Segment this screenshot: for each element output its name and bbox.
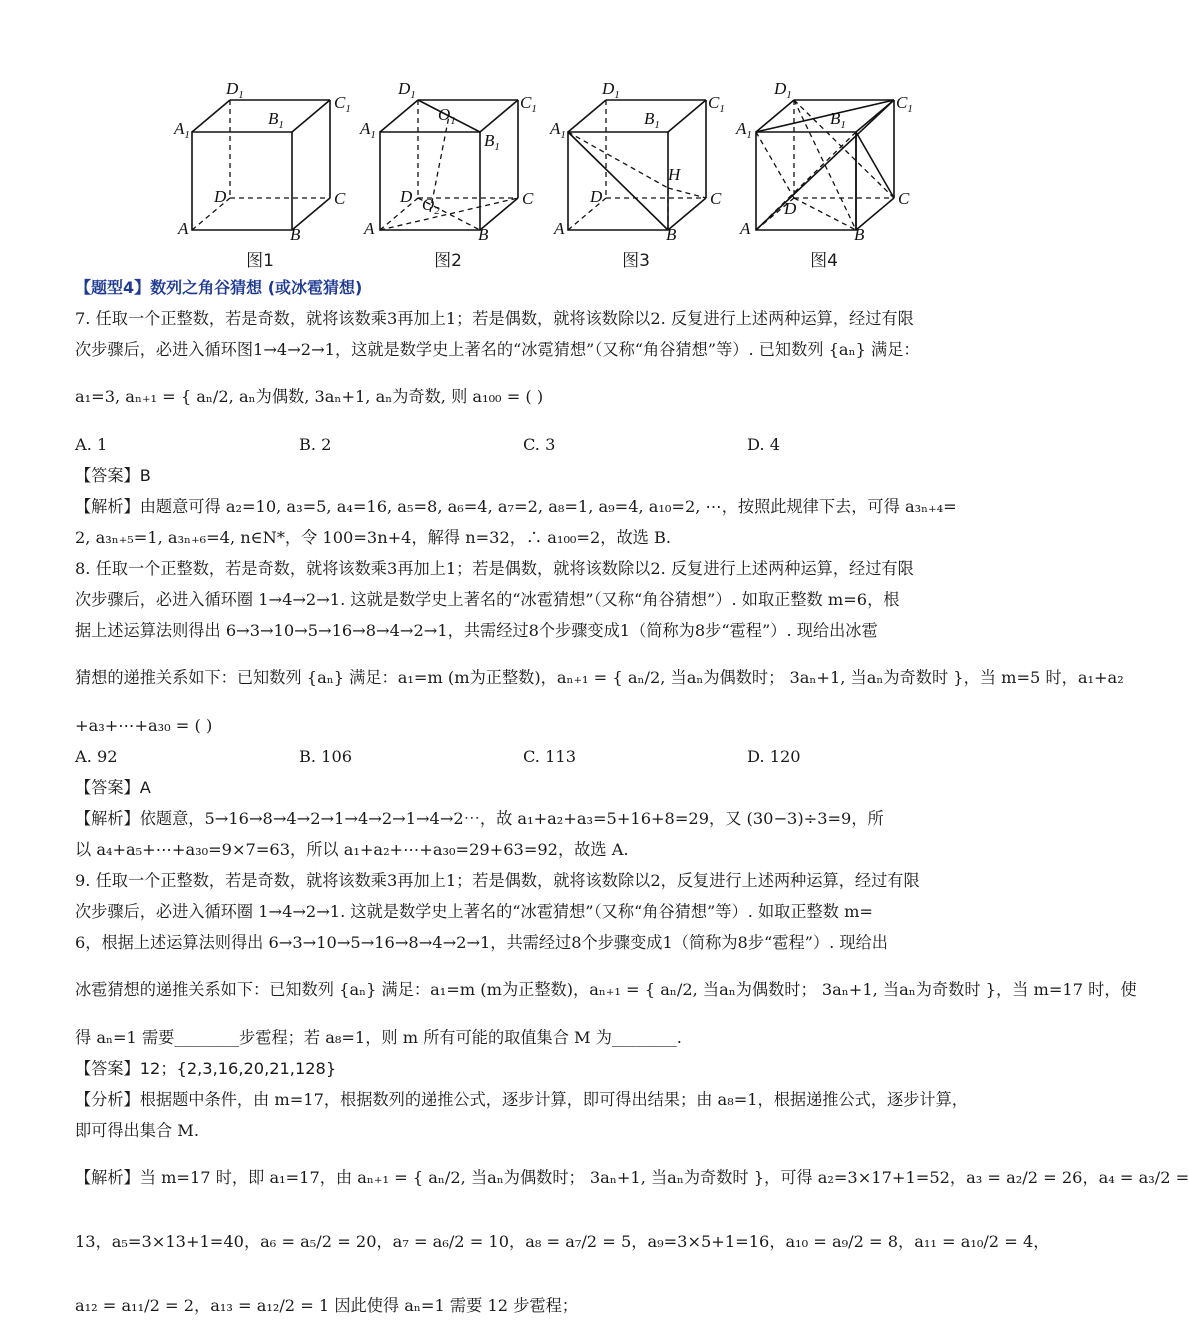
q7-option-a: A. 1	[75, 435, 108, 454]
q9-line-1: 9. 任取一个正整数，若是奇数，就将该数乘3再加上1；若是偶数，就将该数除以2，反复进行上述两种运算，经过有限	[75, 871, 920, 890]
label-a1: $A_1$	[736, 119, 752, 141]
q8-option-b: B. 106	[299, 747, 353, 766]
label-a: A	[554, 219, 565, 238]
figure-1	[170, 80, 350, 275]
label-b1: $B_1$	[268, 109, 284, 131]
document-body	[75, 272, 1189, 1338]
label-h: H	[668, 165, 681, 184]
figure-caption: 图1	[246, 251, 274, 271]
label-c1: $C_1$	[520, 93, 537, 115]
q8-option-a: A. 92	[75, 747, 118, 766]
q8-line-5: +a₃+⋯+a₃₀ = ( )	[75, 716, 213, 735]
label-d1: $D_1$	[602, 79, 620, 101]
q7-option-b: B. 2	[299, 435, 332, 454]
label-b: B	[478, 225, 489, 244]
q7-formula: a₁=3, aₙ₊₁ = { aₙ/2, aₙ为偶数, 3aₙ+1, aₙ为奇数, 则 a₁₀₀ = ( )	[75, 387, 544, 406]
q7-analysis-2: 2, a₃ₙ₊₅=1, a₃ₙ₊₆=4, n∈N*，令 100=3n+4，解得 n=32，∴ a₁₀₀=2，故选 B.	[75, 528, 672, 547]
q8-analysis-2: 以 a₄+a₅+⋯+a₃₀=9×7=63，所以 a₁+a₂+⋯+a₃₀=29+63=92，故选 A.	[75, 840, 629, 859]
label-b: B	[854, 225, 865, 244]
figure-2	[358, 80, 538, 275]
label-a1: $A_1$	[360, 119, 376, 141]
q8-line-1: 8. 任取一个正整数，若是奇数，就将该数乘3再加上1；若是偶数，就将该数除以2. 反复进行上述两种运算，经过有限	[75, 559, 914, 578]
figure-caption: 图4	[810, 251, 838, 271]
figure-row	[170, 80, 930, 275]
q7-options	[75, 429, 1010, 460]
q9-answer: 【答案】12；{2,3,16,20,21,128}	[75, 1059, 337, 1078]
q7-analysis-1: 【解析】由题意可得 a₂=10, a₃=5, a₄=16, a₅=8, a₆=4, a₇=2, a₈=1, a₉=4, a₁₀=2, ⋯，按照此规律下去，可得 a₃ₙ₊₄=	[75, 497, 957, 516]
label-d: D	[400, 187, 413, 206]
figure-caption: 图2	[434, 251, 462, 271]
q8-line-4: 猜想的递推关系如下：已知数列 {aₙ} 满足：a₁=m (m为正整数)，aₙ₊₁ = { aₙ/2, 当aₙ为偶数时； 3aₙ+1, 当aₙ为奇数时 }，当 m=5 时，a₁+a₂	[75, 668, 1124, 687]
label-b: B	[290, 225, 301, 244]
label-c1: $C_1$	[896, 93, 913, 115]
label-a: A	[364, 219, 375, 238]
figure-caption: 图3	[622, 251, 650, 271]
q8-answer: 【答案】A	[75, 778, 151, 797]
q7-option-d: D. 4	[747, 435, 780, 454]
q7-option-c: C. 3	[523, 435, 556, 454]
q9-fenxi-1: 【分析】根据题中条件，由 m=17，根据数列的递推公式，逐步计算，即可得出结果；由 a₈=1，根据递推公式，逐步计算，	[75, 1090, 968, 1109]
cube-diagram-1	[170, 80, 350, 245]
q9-line-3: 6，根据上述运算法则得出 6→3→10→5→16→8→4→2→1，共需经过8个步骤变成1（简称为8步“雹程”）. 现给出	[75, 933, 888, 952]
label-c: C	[898, 189, 910, 208]
cube-diagram-2	[358, 80, 538, 245]
q9-line-4: 冰雹猜想的递推关系如下：已知数列 {aₙ} 满足：a₁=m (m为正整数)，aₙ₊₁ = { aₙ/2, 当aₙ为偶数时； 3aₙ+1, 当aₙ为奇数时 }，当 m=17 时，使	[75, 980, 1137, 999]
q9-fenxi-2: 即可得出集合 M.	[75, 1121, 199, 1140]
q7-answer: 【答案】B	[75, 466, 151, 485]
q9-jiexi-1: 【解析】当 m=17 时，即 a₁=17，由 aₙ₊₁ = { aₙ/2, 当aₙ为偶数时； 3aₙ+1, 当aₙ为奇数时 }，可得 a₂=3×17+1=52，a₃ = a₂/2 = 26，a₄ = a₃/2 =	[75, 1168, 1189, 1187]
label-d: D	[214, 187, 227, 206]
label-d: D	[590, 187, 603, 206]
label-b1: $B_1$	[644, 109, 660, 131]
q8-option-c: C. 113	[523, 747, 576, 766]
q8-line-3: 据上述运算法则得出 6→3→10→5→16→8→4→2→1，共需经过8个步骤变成1（简称为8步“雹程”）. 现给出冰雹	[75, 621, 878, 640]
q8-option-d: D. 120	[747, 747, 801, 766]
label-c: C	[522, 189, 534, 208]
label-o2: $O_2$	[422, 195, 440, 217]
q7-line-2: 次步骤后，必进入循环图1→4→2→1，这就是数学史上著名的“冰霓猜想”（又称“角谷猜想”等）. 已知数列 {aₙ} 满足：	[75, 340, 920, 359]
cube-diagram-4	[734, 80, 914, 245]
q9-jiexi-3: a₁₂ = a₁₁/2 = 2，a₁₃ = a₁₂/2 = 1 因此使得 aₙ=1 需要 12 步雹程；	[75, 1296, 578, 1315]
label-a1: $A_1$	[174, 119, 190, 141]
label-a: A	[740, 219, 751, 238]
q8-analysis-1: 【解析】依题意，5→16→8→4→2→1→4→2→1→4→2⋯，故 a₁+a₂+a₃=5+16+8=29，又 (30−3)÷3=9，所	[75, 809, 884, 828]
label-a: A	[178, 219, 189, 238]
label-d1: $D_1$	[226, 79, 244, 101]
label-c: C	[710, 189, 722, 208]
figure-3	[546, 80, 726, 275]
q9-line-5: 得 aₙ=1 需要________步雹程；若 a₈=1，则 m 所有可能的取值集合 M 为________.	[75, 1028, 682, 1047]
label-b: B	[666, 225, 677, 244]
label-b1: $B_1$	[484, 131, 500, 153]
label-d1: $D_1$	[774, 79, 792, 101]
cube-diagram-3	[546, 80, 726, 245]
label-d: D	[784, 199, 797, 218]
section-title: 【题型4】数列之角谷猜想 (或冰雹猜想)	[75, 278, 363, 297]
q9-jiexi-2: 13，a₅=3×13+1=40，a₆ = a₅/2 = 20，a₇ = a₆/2 = 10，a₈ = a₇/2 = 5，a₉=3×5+1=16，a₁₀ = a₉/2 = 8，a₁₁ = a₁₀/2 = 4，	[75, 1232, 1050, 1251]
label-d1: $D_1$	[398, 79, 416, 101]
q8-line-2: 次步骤后，必进入循环圈 1→4→2→1. 这就是数学史上著名的“冰雹猜想”（又称“角谷猜想”）. 如取正整数 m=6，根	[75, 590, 900, 609]
label-a1: $A_1$	[550, 119, 566, 141]
figure-4	[734, 80, 914, 275]
label-o1: $O_1$	[438, 105, 456, 127]
label-c1: $C_1$	[334, 93, 351, 115]
label-c: C	[334, 189, 346, 208]
q9-line-2: 次步骤后，必进入循环圈 1→4→2→1. 这就是数学史上著名的“冰雹猜想”（又称“角谷猜想”等）. 如取正整数 m=	[75, 902, 873, 921]
q7-line-1: 7. 任取一个正整数，若是奇数，就将该数乘3再加上1；若是偶数，就将该数除以2. 反复进行上述两种运算，经过有限	[75, 309, 914, 328]
label-c1: $C_1$	[708, 93, 725, 115]
label-b1: $B_1$	[830, 109, 846, 131]
q8-options	[75, 741, 1010, 772]
